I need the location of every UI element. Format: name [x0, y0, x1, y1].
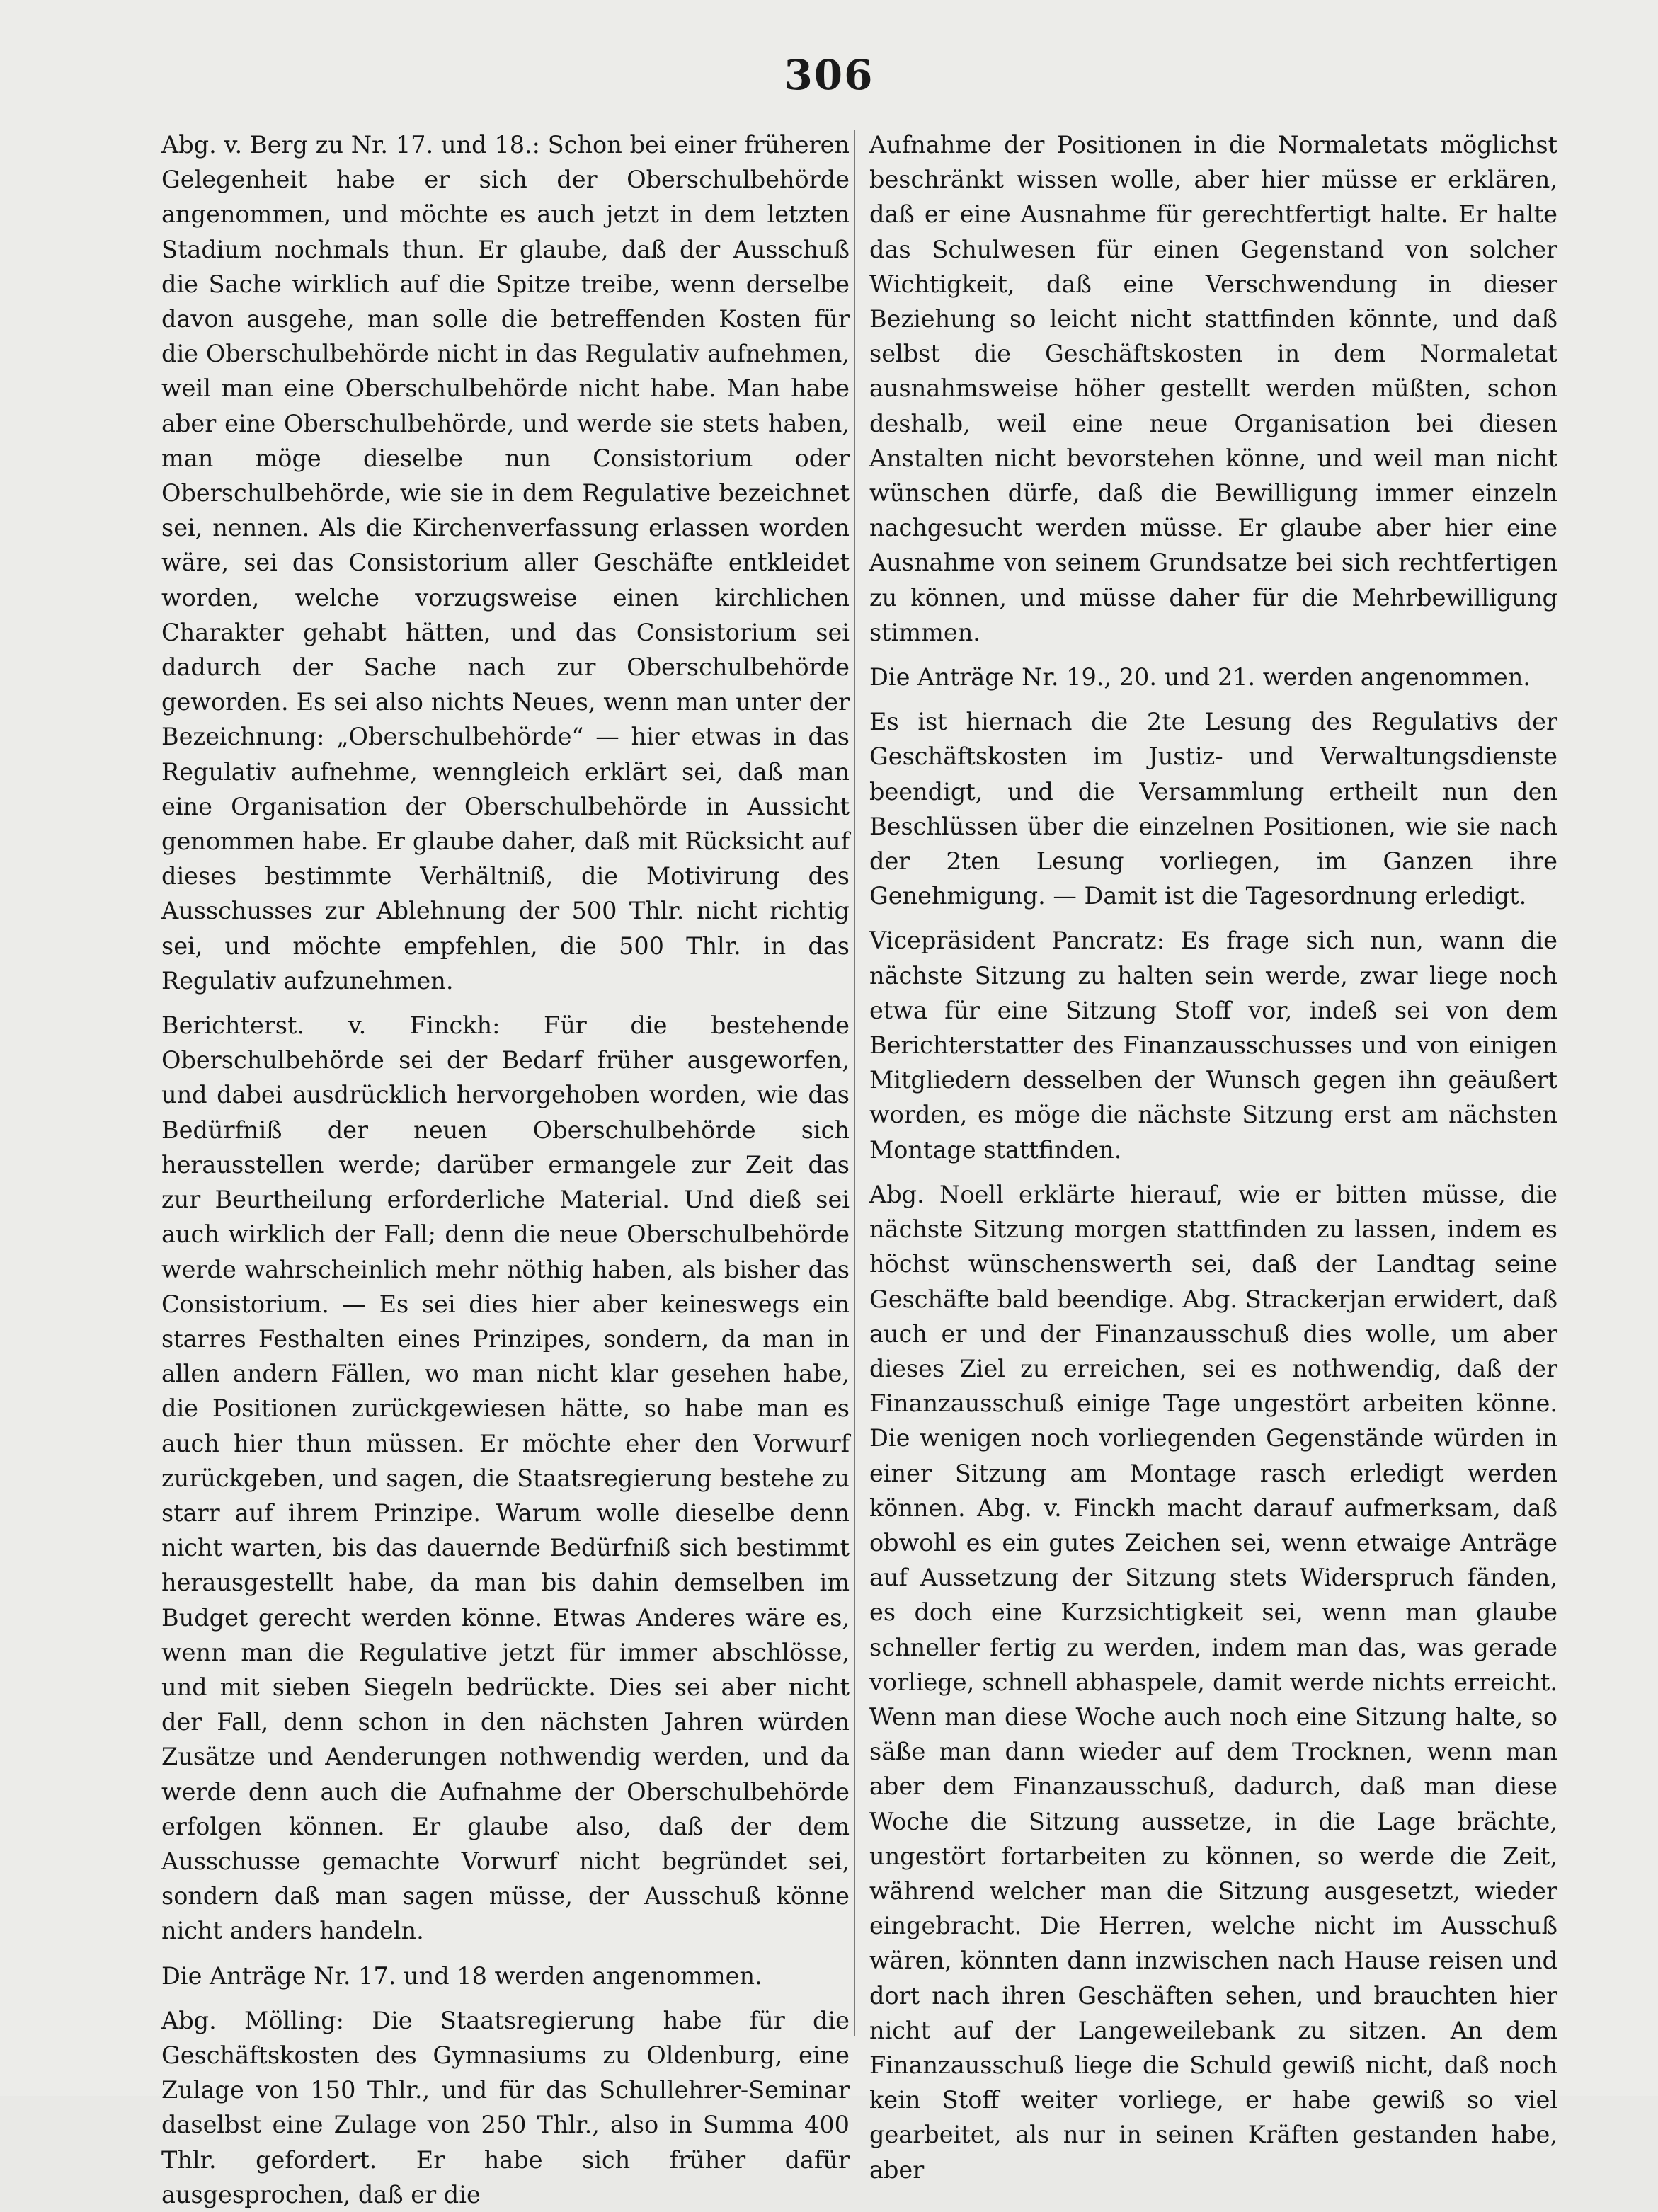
paragraph-berg: Abg. v. Berg zu Nr. 17. und 18.: Schon bei einer früheren Gelegenheit habe er sich der Oberschulbehörde angenommen, und möchte es auch jetzt in dem letzten Stadium nochmals thun. Er glaube, daß der Ausschuß die Sache wirklich auf die Spitze treibe, wenn derselbe davon ausgehe, man solle die betreffenden Kosten für die Oberschulbehörde nicht in das Regulativ aufnehmen, weil man eine Oberschulbehörde nicht habe. Man habe aber eine Oberschulbehörde, und werde sie stets haben, man möge dieselbe nun Consistorium oder Oberschulbehörde, wie sie in dem Regulative bezeichnet sei, nennen. Als die Kirchenverfassung erlassen worden wäre, sei das Consistorium aller Geschäfte entkleidet worden, welche vorzugsweise einen kirchlichen Charakter gehabt hätten, und das Consistorium sei dadurch der Sache nach zur Oberschulbehörde geworden. Es sei also nichts Neues, wenn man unter der Bezeichnung: „Oberschulbehörde“ — hier etwas in das Regulativ aufnehme, wenngleich erklärt sei, daß man eine Organisation der Oberschulbehörde in Aussicht genommen habe. Er glaube daher, daß mit Rücksicht auf dieses bestimmte Verhältniß, die Motivirung des Ausschusses zur Ablehnung der 500 Thlr. nicht richtig sei, und möchte empfehlen, die 500 Thlr. in das Regulativ aufzunehmen.: [161, 131, 850, 995]
paragraph-finckh: Berichterst. v. Finckh: Für die bestehende Oberschulbehörde sei der Bedarf früher ausgeworfen, und dabei ausdrücklich hervorgehoben worden, wie das Bedürfniß der neuen Oberschulbehörde sich herausstellen werde; darüber ermangele zur Zeit das zur Beurtheilung erforderliche Material. Und dieß sei auch wirklich der Fall; denn die neue Oberschulbehörde werde wahrscheinlich mehr nöthig haben, als bisher das Consistorium. — Es sei dies hier aber keineswegs ein starres Festhalten eines Prinzipes, sondern, da man in allen andern Fällen, wo man nicht klar gesehen habe, die Positionen zurückgewiesen hätte, so habe man es auch hier thun müssen. Er möchte eher den Vorwurf zurückgeben, und sagen, die Staatsregierung bestehe zu starr auf ihrem Prinzipe. Warum wolle dieselbe denn nicht warten, bis das dauernde Bedürfniß sich bestimmt herausgestellt habe, da man bis dahin demselben im Budget gerecht werden könne. Etwas Anderes wäre es, wenn man die Regulative jetzt für immer abschlösse, und mit sieben Siegeln bedrückte. Dies sei aber nicht der Fall, denn schon in den nächsten Jahren würden Zusätze und Aenderungen nothwendig werden, und da werde denn auch die Aufnahme der Oberschulbehörde erfolgen können. Er glaube also, daß der dem Ausschusse gemachte Vorwurf nicht begründet sei, sondern daß man sagen müsse, der Ausschuß könne nicht anders handeln.: [161, 1012, 850, 1945]
column-divider: [854, 130, 855, 2036]
page-number: 306: [784, 51, 874, 99]
paragraph-moelling: Abg. Mölling: Die Staatsregierung habe für die Geschäftskosten des Gymnasiums zu Oldenburg, eine Zulage von 150 Thlr., und für das Schullehrer-Seminar daselbst eine Zulage von 250 Thlr., also in Summa 400 Thlr. gefordert. Er habe sich früher dafür ausgesprochen, daß er die: [161, 2006, 850, 2208]
left-column: [161, 127, 850, 2212]
paragraph-pancratz: Vicepräsident Pancratz: Es frage sich nun, wann die nächste Sitzung zu halten sein werde, zwar liege noch etwa für eine Sitzung Stoff vor, indeß sei von dem Berichterstatter des Finanzausschusses und von einigen Mitgliedern desselben der Wunsch gegen ihn geäußert worden, es möge die nächste Sitzung erst am nächsten Montage stattfinden.: [869, 927, 1557, 1164]
right-column: [869, 127, 1557, 2187]
paragraph-noell: Abg. Noell erklärte hierauf, wie er bitten müsse, die nächste Sitzung morgen stattfinden zu lassen, indem es höchst wünschenswerth sei, daß der Landtag seine Geschäfte bald beendige. Abg. Strackerjan erwidert, daß auch er und der Finanzausschuß dies wolle, um aber dieses Ziel zu erreichen, sei es nothwendig, daß der Finanzausschuß einige Tage ungestört arbeiten könne. Die wenigen noch vorliegenden Gegenstände würden in einer Sitzung am Montage rasch erledigt werden können. Abg. v. Finckh macht darauf aufmerksam, daß obwohl es ein gutes Zeichen sei, wenn etwaige Anträge auf Aussetzung der Sitzung stets Widerspruch fänden, es doch eine Kurzsichtigkeit sei, wenn man glaube schneller fertig zu werden, indem man das, was gerade vorliege, schnell abhaspele, damit werde nichts erreicht. Wenn man diese Woche auch noch eine Sitzung halte, so säße man dann wieder auf dem Trocknen, wenn man aber dem Finanzausschuß, dadurch, daß man diese Woche die Sitzung aussetze, in die Lage brächte, ungestört fortarbeiten zu können, so werde die Zeit, während welcher man die Sitzung ausgesetzt, wieder eingebracht. Die Herren, welche nicht im Ausschuß wären, könnten dann inzwischen nach Hause reisen und dort nach ihren Geschäften sehen, und brauchten hier nicht auf der Langeweilebank zu sitzen. An dem Finanzausschuß liege die Schuld gewiß nicht, daß noch kein Stoff weiter vorliege, er habe gewiß so viel gearbeitet, als nur in seinen Kräften gestanden habe, aber: [869, 1180, 1557, 2184]
paragraph-antraege-17-18: Die Anträge Nr. 17. und 18 werden angenommen.: [161, 1961, 762, 1990]
paragraph-second-reading: Es ist hiernach die 2te Lesung des Regulativs der Geschäftskosten im Justiz- und Verwaltungsdienste beendigt, und die Versammlung ertheilt nun den Beschlüssen über die einzelnen Positionen, wie sie nach der 2ten Lesung vorliegen, im Ganzen ihre Genehmigung. — Damit ist die Tagesordnung erledigt.: [869, 708, 1557, 910]
paragraph-moelling-continued: Aufnahme der Positionen in die Normaletats möglichst beschränkt wissen wolle, aber hier müsse er erklären, daß er eine Ausnahme für gerechtfertigt halte. Er halte das Schulwesen für einen Gegenstand von solcher Wichtigkeit, daß eine Verschwendung in dieser Beziehung so leicht nicht stattfinden könnte, und daß selbst die Geschäftskosten in dem Normaletat ausnahmsweise höher gestellt werden müßten, schon deshalb, weil eine neue Organisation bei diesen Anstalten nicht bevorstehen könne, und weil man nicht wünschen dürfe, daß die Bewilligung immer einzeln nachgesucht werden müsse. Er glaube aber hier eine Ausnahme von seinem Grundsatze bei sich rechtfertigen zu können, und müsse daher für die Mehrbewilligung stimmen.: [869, 131, 1557, 646]
paragraph-antraege-19-21: Die Anträge Nr. 19., 20. und 21. werden angenommen.: [869, 663, 1531, 692]
